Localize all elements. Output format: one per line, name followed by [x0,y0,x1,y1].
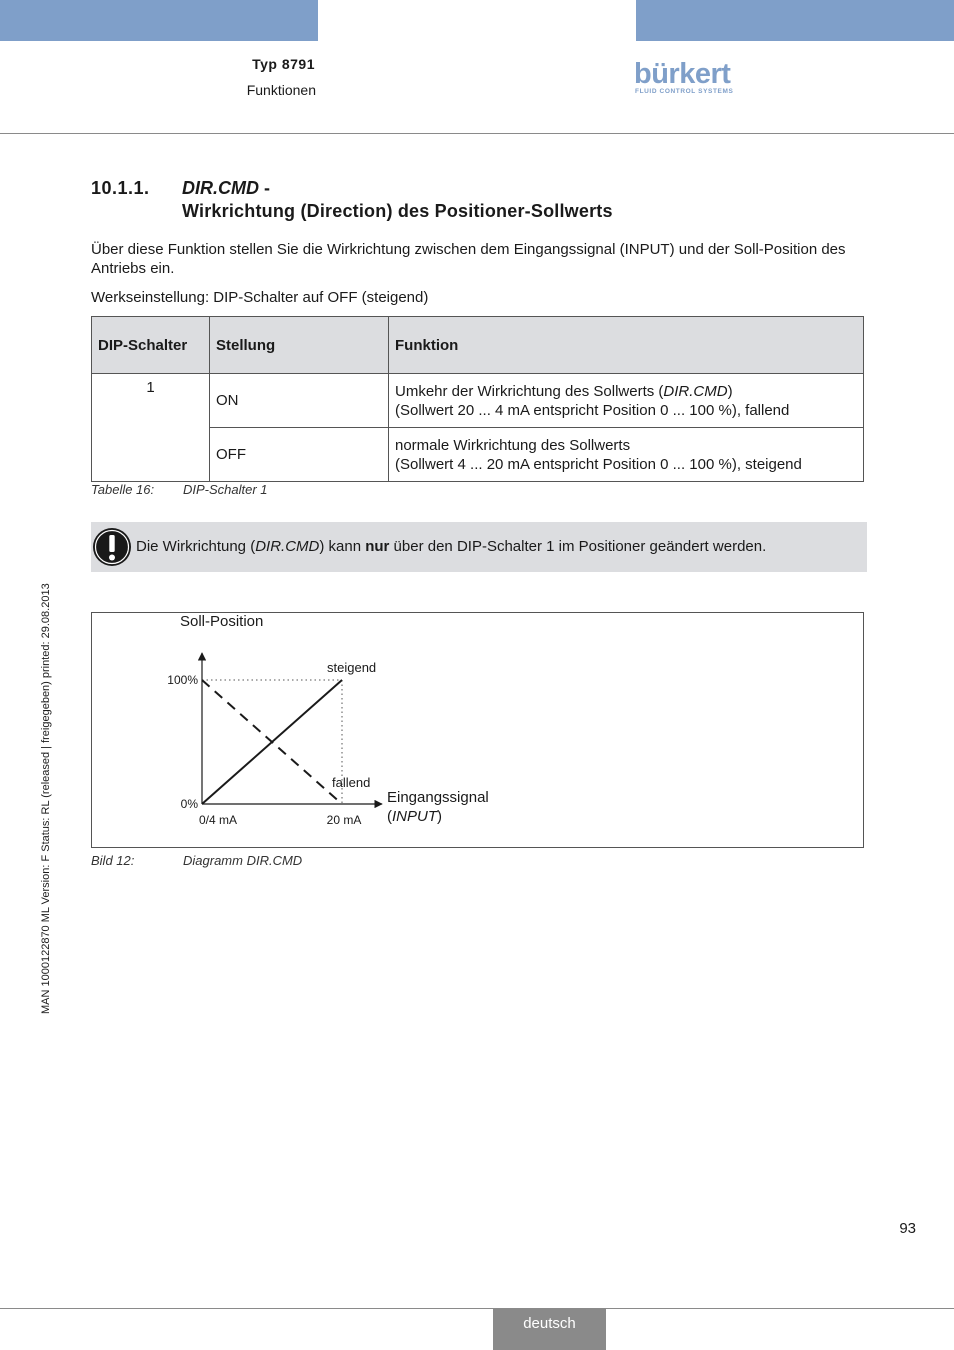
y-tick-label: 0% [180,797,198,811]
intro-paragraph: Über diese Funktion stellen Sie die Wirkrichtung zwischen dem Eingangssignal (INPUT) und der Soll-Position des Antriebs ein. [91,241,846,277]
section-number: 10.1.1. [91,178,150,198]
table-header-position: Stellung [210,317,389,374]
x-axis-label-part: ( [387,808,392,825]
document-status-note: MAN 1000122870 ML Version: F Status: RL (released | freigegeben) printed: 29.08.2013 [40,583,52,1014]
table-cell-function [389,428,864,482]
function-text: Umkehr der Wirkrichtung des Sollwerts ( [395,382,664,400]
x-axis-label-line1: Eingangssignal [387,789,489,806]
chart-svg [92,613,863,847]
dir-cmd-diagram [91,612,864,848]
x-axis-label-line2 [387,808,442,825]
x-tick-label: 20 mA [326,813,362,827]
x-tick-label: 0/4 mA [198,813,238,827]
section-title-line1 [182,178,270,199]
dip-switch-table [91,316,864,482]
footer-divider [0,1308,954,1309]
function-text: normale Wirkrichtung des Sollwerts [395,436,631,454]
note-emphasis: nur [365,538,390,555]
function-detail: (Sollwert 4 ... 20 mA entspricht Position 0 ... 100 %), steigend [395,455,802,473]
note-part: ) kann [319,538,366,555]
header-band-right [636,0,954,41]
logo-word: bürkert [634,58,731,90]
table-cell-position: ON [210,374,389,428]
table-header-row [92,317,864,374]
x-axis-label-part: ) [437,808,442,825]
note-part: Die Wirkrichtung ( [136,538,256,555]
table-caption-text: DIP-Schalter 1 [183,482,268,497]
section-title-line2: Wirkrichtung (Direction) des Positioner-Sollwerts [182,201,613,221]
note-box [91,522,867,572]
series-label-fallend: fallend [332,775,371,790]
figure-caption-text: Diagramm DIR.CMD [183,853,303,868]
header-band-left [0,0,318,41]
y-axis-label: Soll-Position [180,613,264,630]
note-text [136,538,766,555]
header-type: Typ 8791 [252,56,315,72]
table-cell-switch: 1 [92,374,210,482]
brand-logo [634,58,744,98]
table-header-function: Funktion [389,317,864,374]
logo-tagline: FLUID CONTROL SYSTEMS [635,88,734,95]
page-number: 93 [899,1220,916,1237]
section-title-code: DIR.CMD [182,178,259,198]
header-subtitle: Funktionen [246,82,316,98]
table-row [92,374,864,428]
series-label-steigend: steigend [327,660,377,675]
table-header-dip: DIP-Schalter [92,317,210,374]
section-title-dash: - [264,178,271,198]
header-divider [0,133,954,134]
y-tick-label: 100% [167,673,198,687]
note-code: DIR.CMD [255,538,320,555]
figure-caption-label: Bild 12: [91,853,135,868]
function-code: DIR.CMD [663,382,728,400]
x-axis-label-code: INPUT [392,808,437,825]
default-setting: Werkseinstellung: DIP-Schalter auf OFF (steigend) [91,289,429,306]
function-text: ) [727,382,733,400]
note-part: über den DIP-Schalter 1 im Positioner geändert werden. [389,538,767,555]
exclamation-icon [92,527,132,567]
table-cell-function [389,374,864,428]
function-detail: (Sollwert 20 ... 4 mA entspricht Position 0 ... 100 %), fallend [395,401,790,419]
table-cell-position: OFF [210,428,389,482]
table-caption-label: Tabelle 16: [91,482,155,497]
language-tab: deutsch [493,1308,606,1350]
